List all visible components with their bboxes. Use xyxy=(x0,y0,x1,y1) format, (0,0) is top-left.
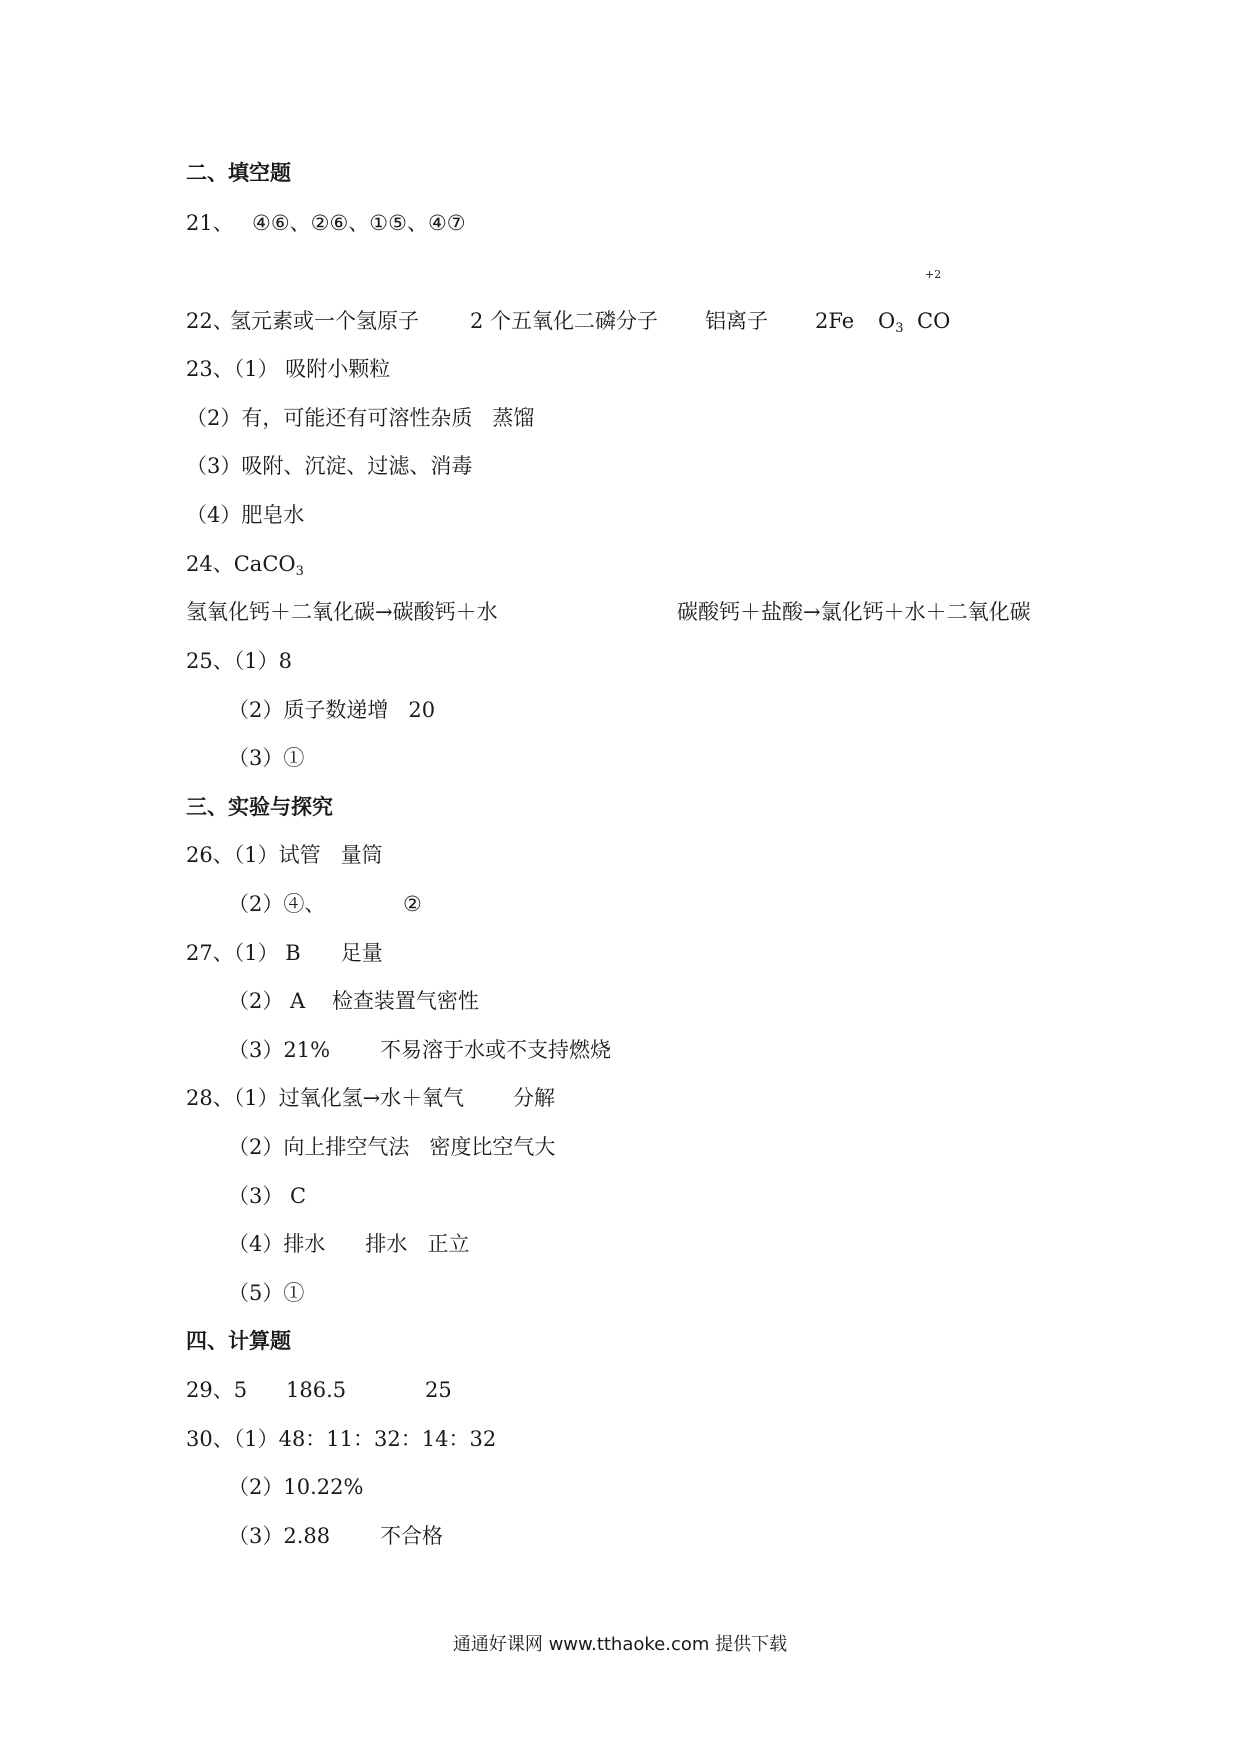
q21-answer: ④⑥、②⑥、①⑤、④⑦ xyxy=(252,211,466,235)
q26-line-2b: ② xyxy=(403,892,422,916)
q25-line-3: （3）① xyxy=(228,746,305,770)
q29-line-1a: 29、5 xyxy=(186,1378,248,1402)
q22-answer-2: 2 个五氧化二磷分子 xyxy=(470,309,659,333)
q28-line-1b: 分解 xyxy=(513,1086,555,1110)
q24-equation-2: 碳酸钙＋盐酸→氯化钙＋水＋二氧化碳 xyxy=(677,600,1031,624)
q24-number: 24、 xyxy=(186,552,234,576)
q26-line-1: 26、（1）试管 量筒 xyxy=(186,843,383,867)
q22-answer-4: 2Fe xyxy=(815,309,855,333)
q27-line-3b: 不易溶于水或不支持燃烧 xyxy=(380,1038,611,1062)
q28-line-3: （3） C xyxy=(228,1184,307,1208)
q25-line-2: （2）质子数递增 20 xyxy=(228,698,436,722)
q23-line-4: （4）肥皂水 xyxy=(186,503,305,527)
q27-line-3a: （3）21% xyxy=(228,1038,331,1062)
q30-line-3a: （3）2.88 xyxy=(228,1524,331,1548)
q29-line-1c: 25 xyxy=(425,1378,452,1402)
section-heading-calculation: 四、计算题 xyxy=(186,1329,291,1353)
q29-line-1b: 186.5 xyxy=(286,1378,347,1402)
footer-source: 通通好课网 www.tthaoke.com 提供下载 xyxy=(452,1634,788,1655)
q22-ozone-main: O xyxy=(878,309,896,333)
q24-formula-sub: 3 xyxy=(295,564,304,579)
q22-answer-1: 氢元素或一个氢原子 xyxy=(230,309,419,333)
q26-line-2a: （2）④、 xyxy=(228,892,326,916)
q23-line-2: （2）有，可能还有可溶性杂质 蒸馏 xyxy=(186,406,535,430)
q28-line-1a: 28、（1）过氧化氢→水＋氧气 xyxy=(186,1086,465,1110)
q22-answer-5 xyxy=(878,308,904,342)
q22-ozone-sub: 3 xyxy=(895,321,904,336)
q28-line-2: （2）向上排空气法 密度比空气大 xyxy=(228,1135,556,1159)
q22-answer-6: CO xyxy=(917,309,951,333)
section-heading-experiment: 三、实验与探究 xyxy=(186,795,333,819)
q24-equation-1: 氢氧化钙＋二氧化碳→碳酸钙＋水 xyxy=(186,600,498,624)
q24-line-1 xyxy=(186,551,304,585)
q27-line-2: （2） A 检查装置气密性 xyxy=(228,989,479,1013)
q25-line-1: 25、（1）8 xyxy=(186,649,292,673)
q22-answer-3: 铝离子 xyxy=(705,309,768,333)
q23-line-3: （3）吸附、沉淀、过滤、消毒 xyxy=(186,454,473,478)
q28-line-5: （5）① xyxy=(228,1281,305,1305)
q30-line-3b: 不合格 xyxy=(380,1524,443,1548)
q24-formula-main: CaCO xyxy=(233,552,296,576)
q28-line-4: （4）排水 排水 正立 xyxy=(228,1232,470,1256)
q23-line-1: 23、（1） 吸附小颗粒 xyxy=(186,357,391,381)
q27-line-1: 27、（1） B 足量 xyxy=(186,941,383,965)
q22-number: 22、 xyxy=(186,309,234,333)
section-heading-fill-blank: 二、填空题 xyxy=(186,161,291,185)
q22-valence-mark: +2 xyxy=(925,268,942,281)
q30-line-1: 30、（1）48：11：32：14：32 xyxy=(186,1427,497,1451)
q30-line-2: （2）10.22% xyxy=(228,1475,364,1499)
q21-number: 21、 xyxy=(186,211,234,235)
